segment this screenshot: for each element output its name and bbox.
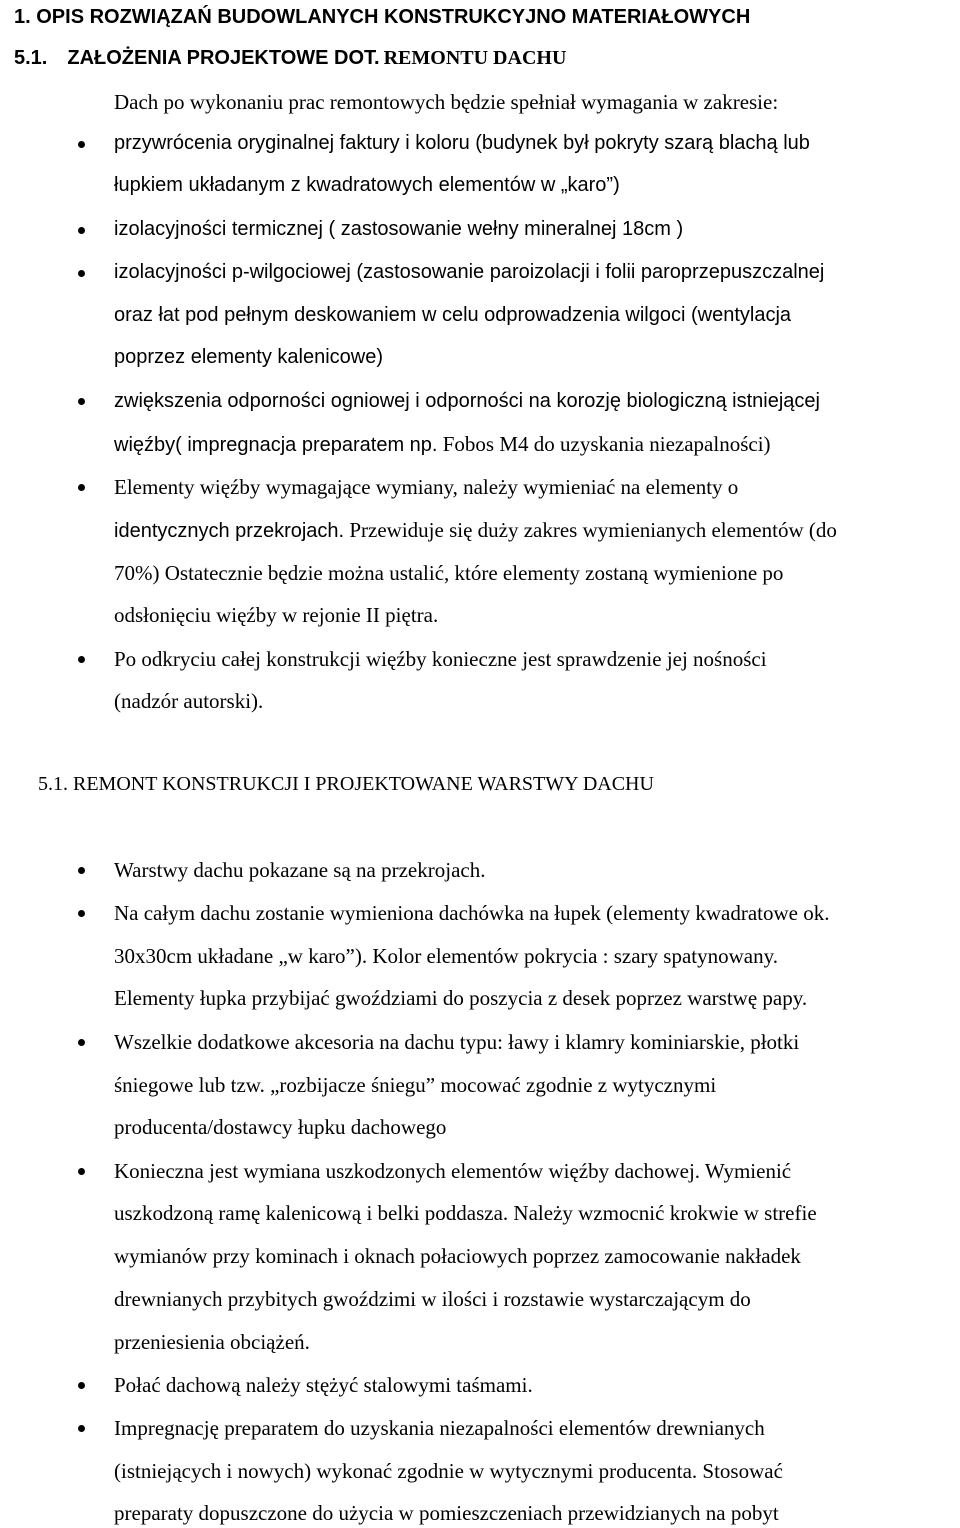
s1-b5-line3: 70%) Ostatecznie będzie można ustalić, które elementy zostaną wymienione po xyxy=(114,561,784,585)
bullet-dot xyxy=(78,1382,85,1389)
bullet-dot xyxy=(78,910,85,917)
s1-b5-line1: Elementy więźby wymagające wymiany, należy wymieniać na elementy o xyxy=(114,475,739,499)
s1-b3-line2: oraz łat pod pełnym deskowaniem w celu odprowadzenia wilgoci (wentylacja xyxy=(114,304,792,326)
bullet-dot xyxy=(78,398,85,405)
bullet-dot xyxy=(78,1168,85,1175)
s2-b4-line4: drewnianych przybitych gwoździmi w ilości i rozstawie wystarczającym do xyxy=(114,1287,751,1311)
s2-b4-line2: uszkodzoną ramę kalenicową i belki poddasza. Należy wzmocnić krokwie w strefie xyxy=(114,1201,817,1225)
bullet-dot xyxy=(78,484,85,491)
bullet-dot xyxy=(78,867,85,874)
s1-b2-line1: izolacyjności termicznej ( zastosowanie wełny mineralnej 18cm ) xyxy=(114,218,684,240)
bullet-dot xyxy=(78,270,85,277)
s2-b4-line3: wymianów przy kominach i oknach połaciowych poprzez zamocowanie nakładek xyxy=(114,1244,801,1268)
heading-5-1-tail: REMONTU DACHU xyxy=(383,47,567,69)
s1-b3-line1: izolacyjności p-wilgociowej (zastosowanie paroizolacji i folii paroprzepuszczalnej xyxy=(114,261,825,283)
intro-text: Dach po wykonaniu prac remontowych będzie spełniał wymagania w zakresie: xyxy=(114,90,779,114)
s2-b4-line1: Konieczna jest wymiana uszkodzonych elementów więźby dachowej. Wymienić xyxy=(114,1159,792,1183)
s2-b2-line2: 30x30cm układane „w karo”). Kolor elementów pokrycia : szary spatynowany. xyxy=(114,944,779,968)
s2-b6-line2: (istniejących i nowych) wykonać zgodnie w wytycznymi producenta. Stosować xyxy=(114,1459,783,1483)
s2-b4-line5: przeniesienia obciążeń. xyxy=(114,1330,310,1354)
s2-b5-line1: Połać dachową należy stężyć stalowymi taśmami. xyxy=(114,1373,533,1397)
s1-b5-line2-sans: identycznych przekrojach. xyxy=(114,520,345,542)
s2-b6-line3: preparaty dopuszczone do użycia w pomieszczeniach przewidzianych na pobyt xyxy=(114,1501,779,1525)
s1-b5-line4: odsłonięciu więźby w rejonie II piętra. xyxy=(114,603,439,627)
s1-b6-line1: Po odkryciu całej konstrukcji więźby konieczne jest sprawdzenie jej nośności xyxy=(114,647,767,671)
s2-b6-line1: Impregnację preparatem do uzyskania niezapalności elementów drewnianych xyxy=(114,1416,765,1440)
heading-remont: 5.1. REMONT KONSTRUKCJI I PROJEKTOWANE WARSTWY DACHU xyxy=(38,773,654,795)
s2-b3-line1: Wszelkie dodatkowe akcesoria na dachu typu: ławy i klamry kominiarskie, płotki xyxy=(114,1030,800,1054)
s1-b4-line2-serif: Fobos M4 do uzyskania niezapalności) xyxy=(437,432,771,456)
s1-b6-line2: (nadzór autorski). xyxy=(114,689,264,713)
s1-b4-line1: zwiększenia odporności ogniowej i odporności na korozję biologiczną istniejącej xyxy=(114,390,820,412)
s1-b3-line3: poprzez elementy kalenicowe) xyxy=(114,346,384,368)
s1-b4-line2-sans: więźby( impregnacja preparatem np. xyxy=(114,434,438,456)
s1-b1-line2: łupkiem układanym z kwadratowych elementów w „karo”) xyxy=(114,174,620,196)
heading-5-1-number: 5.1. xyxy=(14,47,48,69)
heading-1: 1. OPIS ROZWIĄZAŃ BUDOWLANYCH KONSTRUKCYJNO MATERIAŁOWYCH xyxy=(14,6,751,28)
s1-b1-line1: przywrócenia oryginalnej faktury i koloru (budynek był pokryty szarą blachą lub xyxy=(114,132,810,154)
s1-b5-line2-serif: Przewiduje się duży zakres wymienianych elementów (do xyxy=(344,518,837,542)
bullet-dot xyxy=(78,227,85,234)
s2-b3-line3: producenta/dostawcy łupku dachowego xyxy=(114,1115,447,1139)
bullet-dot xyxy=(78,1039,85,1046)
s2-b2-line3: Elementy łupka przybijać gwoździami do poszycia z desek poprzez warstwę papy. xyxy=(114,986,808,1010)
heading-5-1-text: ZAŁOŻENIA PROJEKTOWE DOT. xyxy=(67,47,380,69)
s2-b3-line2: śniegowe lub tzw. „rozbijacze śniegu” mocować zgodnie z wytycznymi xyxy=(114,1073,717,1097)
bullet-dot xyxy=(78,141,85,148)
s1-b4-line2 xyxy=(114,432,771,457)
s2-b1-line1: Warstwy dachu pokazane są na przekrojach. xyxy=(114,858,486,882)
bullet-dot xyxy=(78,1425,85,1432)
bullet-dot xyxy=(78,656,85,663)
heading-5-1 xyxy=(14,47,566,70)
s2-b2-line1: Na całym dachu zostanie wymieniona dachówka na łupek (elementy kwadratowe ok. xyxy=(114,901,830,925)
s1-b5-line2 xyxy=(114,518,837,543)
